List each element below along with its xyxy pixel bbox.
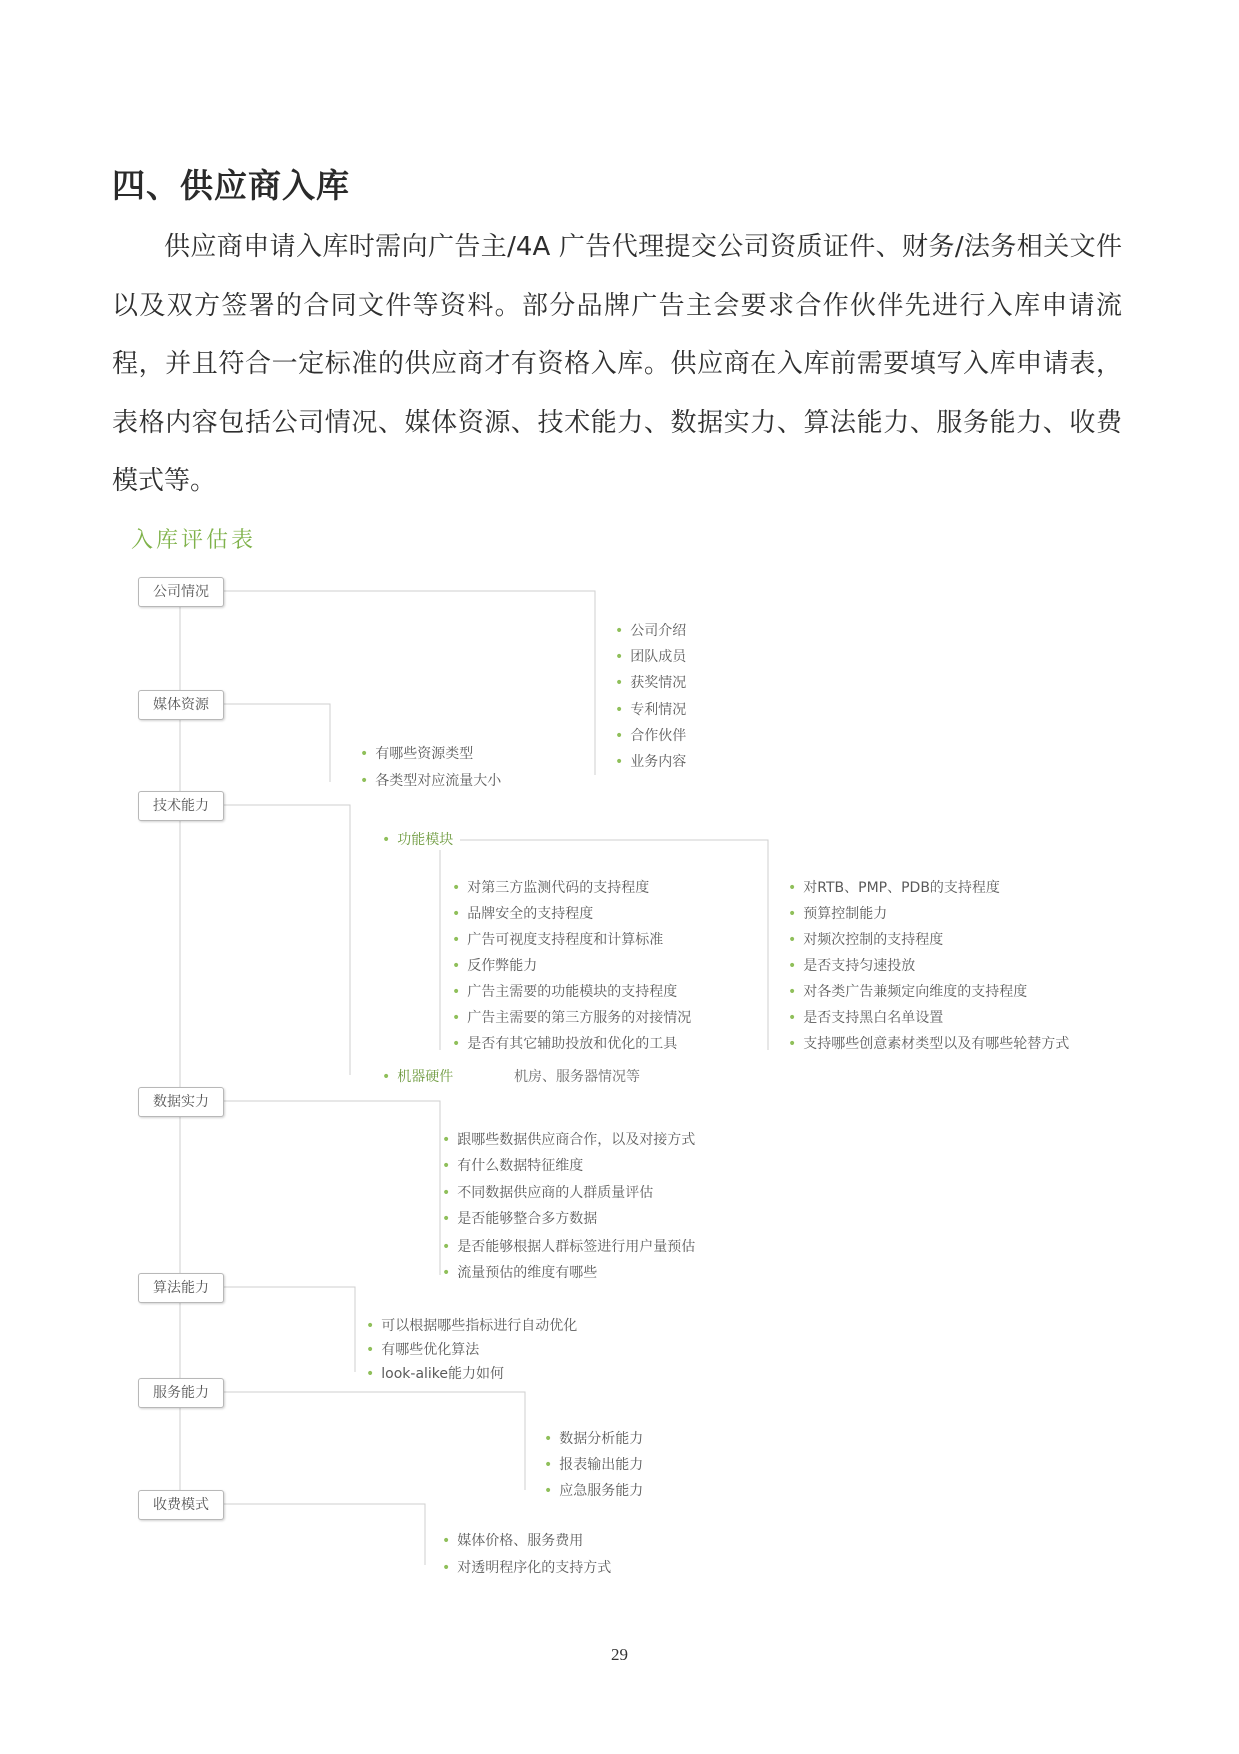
page-number: 29 xyxy=(611,1645,628,1664)
list-item: • 对各类广告兼频定向维度的支持程度 xyxy=(788,984,1028,1000)
list-item: • 品牌安全的支持程度 xyxy=(452,906,594,922)
list-item: • 支持哪些创意素材类型以及有哪些轮替方式 xyxy=(788,1036,1070,1052)
list-item: • 团队成员 xyxy=(615,649,687,665)
category-media: 媒体资源 xyxy=(138,690,224,720)
list-item: • 流量预估的维度有哪些 xyxy=(442,1265,598,1281)
list-item: • look-alike能力如何 xyxy=(366,1366,505,1382)
list-item: • 对RTB、PMP、PDB的支持程度 xyxy=(788,880,1000,896)
list-item: • 对第三方监测代码的支持程度 xyxy=(452,880,650,896)
list-item: • 是否能够根据人群标签进行用户量预估 xyxy=(442,1239,696,1255)
list-item: • 是否能够整合多方数据 xyxy=(442,1211,598,1227)
list-item: • 不同数据供应商的人群质量评估 xyxy=(442,1185,654,1201)
list-item: • 媒体价格、服务费用 xyxy=(442,1533,584,1549)
list-item: • 报表输出能力 xyxy=(544,1457,644,1473)
category-service: 服务能力 xyxy=(138,1378,224,1408)
tech-function-heading: • 功能模块 xyxy=(382,832,454,848)
list-item: • 是否支持黑白名单设置 xyxy=(788,1010,944,1026)
category-company: 公司情况 xyxy=(138,577,224,607)
list-item: • 业务内容 xyxy=(615,754,687,770)
list-item: • 跟哪些数据供应商合作，以及对接方式 xyxy=(442,1132,696,1148)
list-item: • 反作弊能力 xyxy=(452,958,538,974)
list-item: • 各类型对应流量大小 xyxy=(360,773,502,789)
list-item: • 数据分析能力 xyxy=(544,1431,644,1447)
list-item: • 对频次控制的支持程度 xyxy=(788,932,944,948)
list-item: • 广告可视度支持程度和计算标准 xyxy=(452,932,664,948)
list-item: • 是否支持匀速投放 xyxy=(788,958,916,974)
list-item: • 有什么数据特征维度 xyxy=(442,1158,584,1174)
list-item: • 专利情况 xyxy=(615,702,687,718)
diagram-title: 入库评估表 xyxy=(131,528,257,553)
category-fee: 收费模式 xyxy=(138,1490,224,1520)
list-item: • 广告主需要的功能模块的支持程度 xyxy=(452,984,678,1000)
list-item: • 公司介绍 xyxy=(615,623,687,639)
tech-hardware-heading: • 机器硬件 xyxy=(382,1069,454,1085)
category-algorithm: 算法能力 xyxy=(138,1273,224,1303)
intro-paragraph: 供应商申请入库时需向广告主/4A 广告代理提交公司资质证件、财务/法务相关文件以及双方签署的合同文件等资料。部分品牌广告主会要求合作伙伴先进行入库申请流程，并且符合一定标准的供应商才有资格入库。供应商在入库前需要填写入库申请表，表格内容包括公司情况、媒体资源、技术能力、数据实力、算法能力、服务能力、收费模式等。 xyxy=(112,232,1122,497)
category-tech: 技术能力 xyxy=(138,791,224,821)
list-item: • 对透明程序化的支持方式 xyxy=(442,1560,612,1576)
section-heading: 四、供应商入库 xyxy=(112,166,350,205)
list-item: • 有哪些资源类型 xyxy=(360,746,474,762)
list-item: • 广告主需要的第三方服务的对接情况 xyxy=(452,1010,692,1026)
list-item: • 可以根据哪些指标进行自动优化 xyxy=(366,1318,578,1334)
list-item: • 应急服务能力 xyxy=(544,1483,644,1499)
list-item: • 是否有其它辅助投放和优化的工具 xyxy=(452,1036,678,1052)
list-item: • 合作伙伴 xyxy=(615,728,687,744)
tech-hardware-detail: 机房、服务器情况等 xyxy=(514,1069,640,1085)
category-data: 数据实力 xyxy=(138,1087,224,1117)
list-item: • 有哪些优化算法 xyxy=(366,1342,480,1358)
list-item: • 预算控制能力 xyxy=(788,906,888,922)
list-item: • 获奖情况 xyxy=(615,675,687,691)
